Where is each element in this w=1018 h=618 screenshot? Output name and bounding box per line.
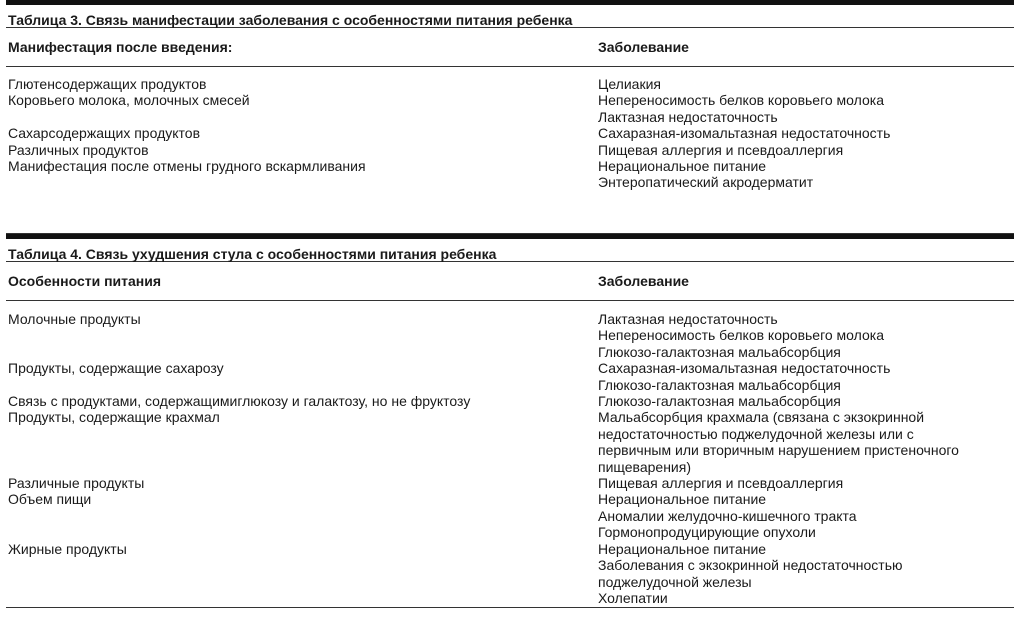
feeding-factor-cell: Различные продукты xyxy=(8,475,145,492)
table-row xyxy=(6,142,1014,158)
table-body xyxy=(6,311,1014,607)
disease-line: Непереносимость белков коровьего молока xyxy=(598,327,884,344)
disease-cell xyxy=(598,158,988,191)
table-row xyxy=(6,76,1014,92)
table-body xyxy=(6,76,1014,233)
disease-line: Сахаразная-изомальтазная недостаточность xyxy=(598,360,891,377)
disease-cell xyxy=(598,76,988,92)
disease-line: Глюкозо-галактозная мальабсорбция xyxy=(598,376,841,393)
disease-line: Глюкозо-галактозная мальабсорбция xyxy=(598,393,841,410)
feeding-factor-cell: Молочные продукты xyxy=(8,311,141,327)
disease-line: Сахаразная-изомальтазная недостаточность xyxy=(598,125,891,142)
disease-line: первичным или вторичным нарушением пристеночного xyxy=(598,442,959,459)
table-row xyxy=(6,491,1014,540)
feeding-factor-cell: Продукты, содержащие сахарозу xyxy=(8,360,224,377)
table-row xyxy=(6,92,1014,125)
table-row xyxy=(6,541,1014,607)
disease-cell xyxy=(598,393,988,409)
header-row xyxy=(6,28,1014,66)
disease-line: поджелудочной железы xyxy=(598,573,752,590)
disease-line: Аномалии желудочно-кишечного тракта xyxy=(598,507,857,524)
disease-line: Нерациональное питание xyxy=(598,491,767,508)
disease-line: Нерациональное питание xyxy=(598,158,767,175)
disease-line: Лактазная недостаточность xyxy=(598,311,778,327)
disease-line: Непереносимость белков коровьего молока xyxy=(598,92,884,109)
column-header-left: Особенности питания xyxy=(8,273,162,289)
table-row xyxy=(6,409,1014,475)
feeding-factor-cell: Различных продуктов xyxy=(8,141,149,158)
feeding-factor-cell: Объем пищи xyxy=(8,491,92,508)
disease-line: Пищевая аллергия и псевдоаллергия xyxy=(598,475,844,492)
disease-cell xyxy=(598,491,988,540)
feeding-factor-cell: Манифестация после отмены грудного вскармливания xyxy=(8,158,366,175)
feeding-factor-cell: Жирные продукты xyxy=(8,540,127,557)
disease-line: Холепатии xyxy=(598,589,668,606)
feeding-factor-cell: Сахарсодержащих продуктов xyxy=(8,125,201,142)
disease-line: пищеварения) xyxy=(598,458,691,475)
table-row xyxy=(6,475,1014,491)
disease-line: Заболевания с экзокринной недостаточностью xyxy=(598,557,903,574)
header-row xyxy=(6,262,1014,300)
disease-line: Лактазная недостаточность xyxy=(598,108,778,125)
feeding-factor-cell: Продукты, содержащие крахмал xyxy=(8,409,220,426)
disease-line: Нерациональное питание xyxy=(598,540,767,557)
disease-cell xyxy=(598,475,988,491)
table-row xyxy=(6,393,1014,409)
table-row xyxy=(6,311,1014,360)
disease-line: Целиакия xyxy=(598,76,661,92)
disease-line: Мальабсорбция крахмала (связана с экзокринной xyxy=(598,409,925,426)
column-header-left: Манифестация после введения: xyxy=(8,39,233,55)
table-row xyxy=(6,158,1014,191)
column-header-right: Заболевание xyxy=(598,273,689,289)
disease-line: недостаточностью поджелудочной железы или с xyxy=(598,425,914,442)
column-header-right: Заболевание xyxy=(598,39,689,55)
feeding-factor-cell: Коровьего молока, молочных смесей xyxy=(8,92,250,109)
table-row xyxy=(6,360,1014,393)
disease-cell xyxy=(598,409,988,475)
bottom-rule xyxy=(6,607,1014,608)
disease-cell xyxy=(598,311,988,360)
feeding-factor-cell: Связь с продуктами, содержащимиглюкозу и галактозу, но не фруктозу xyxy=(8,393,471,410)
disease-cell xyxy=(598,142,988,158)
table-4 xyxy=(6,234,1014,608)
disease-line: Глюкозо-галактозная мальабсорбция xyxy=(598,343,841,360)
disease-cell xyxy=(598,360,988,393)
disease-line: Пищевая аллергия и псевдоаллергия xyxy=(598,141,844,158)
table-row xyxy=(6,125,1014,141)
table-caption: Таблица 4. Связь ухудшения стула с особенностями питания ребенка xyxy=(8,246,497,262)
feeding-factor-cell: Глютенсодержащих продуктов xyxy=(8,76,207,92)
disease-cell xyxy=(598,125,988,141)
disease-cell xyxy=(598,541,988,607)
disease-line: Энтеропатический акродерматит xyxy=(598,174,814,191)
table-caption: Таблица 3. Связь манифестации заболевания с особенностями питания ребенка xyxy=(8,12,573,28)
disease-cell xyxy=(598,92,988,125)
disease-line: Гормонопродуцирующие опухоли xyxy=(598,524,816,541)
table-3 xyxy=(6,0,1014,234)
